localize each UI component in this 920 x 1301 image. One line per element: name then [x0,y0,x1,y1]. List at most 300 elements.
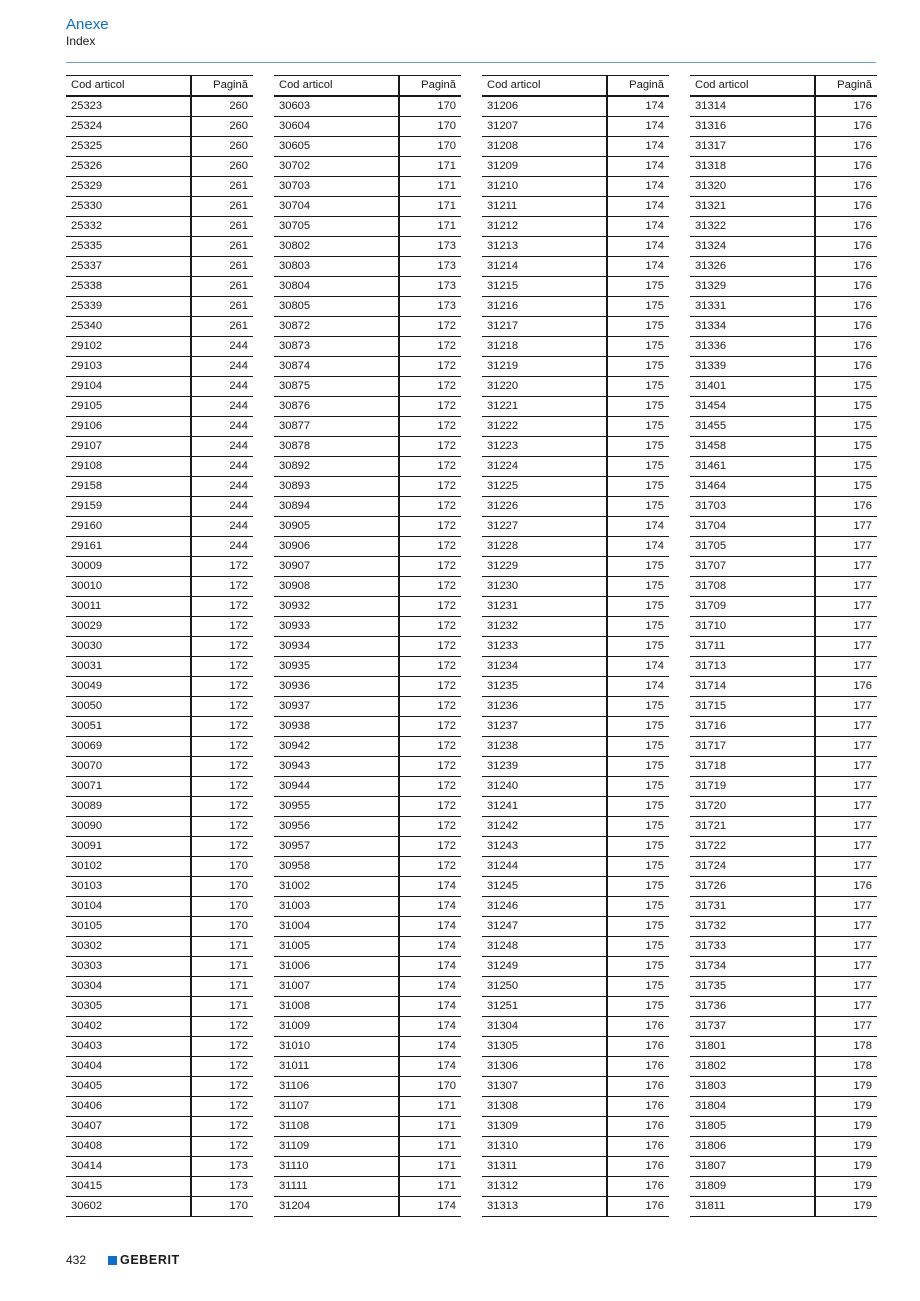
table-row [66,817,253,837]
page-ref: 175 [607,417,669,437]
article-code: 31232 [482,617,607,637]
page-ref: 172 [399,557,461,577]
table-row [274,777,461,797]
page-ref: 244 [191,377,253,397]
page-ref: 170 [191,1197,253,1217]
page-ref: 174 [607,96,669,117]
table-row [66,177,253,197]
table-row [66,1057,253,1077]
table-row [66,957,253,977]
article-code: 31704 [690,517,815,537]
article-code: 31206 [482,96,607,117]
article-code: 31218 [482,337,607,357]
table-row [274,757,461,777]
table-row [274,96,461,117]
article-code: 30893 [274,477,399,497]
page-ref: 175 [607,437,669,457]
page-ref: 175 [607,837,669,857]
article-code: 30303 [66,957,191,977]
page-ref: 172 [399,777,461,797]
table-row [690,997,877,1017]
table-row [690,657,877,677]
page-ref: 175 [607,597,669,617]
article-code: 25337 [66,257,191,277]
table-row [482,917,669,937]
table-row [274,237,461,257]
page-ref: 172 [191,837,253,857]
page-ref: 176 [815,277,877,297]
article-code: 30892 [274,457,399,477]
table-row [482,477,669,497]
page-ref: 175 [607,377,669,397]
table-row [66,357,253,377]
page-ref: 172 [399,737,461,757]
table-row [66,317,253,337]
page-ref: 176 [815,677,877,697]
article-code: 30934 [274,637,399,657]
page-ref: 178 [815,1037,877,1057]
page-ref: 244 [191,337,253,357]
article-code: 31455 [690,417,815,437]
table-row [274,1037,461,1057]
article-code: 30943 [274,757,399,777]
article-code: 31216 [482,297,607,317]
page-header [66,16,109,48]
article-code: 31007 [274,977,399,997]
article-code: 25332 [66,217,191,237]
page-ref: 179 [815,1117,877,1137]
page-ref: 172 [191,1137,253,1157]
article-code: 30050 [66,697,191,717]
page-ref: 173 [399,297,461,317]
table-row [690,757,877,777]
index-table-3 [482,75,669,1217]
article-code: 30049 [66,677,191,697]
page-ref: 174 [399,997,461,1017]
page-ref: 170 [191,877,253,897]
page-ref: 177 [815,857,877,877]
table-row [482,277,669,297]
page-ref: 177 [815,1017,877,1037]
article-code: 30302 [66,937,191,957]
article-code: 31736 [690,997,815,1017]
article-code: 30936 [274,677,399,697]
table-row [66,1117,253,1137]
table-row [690,357,877,377]
page-ref: 172 [399,337,461,357]
page-ref: 176 [815,337,877,357]
page-ref: 174 [607,137,669,157]
page-ref: 177 [815,517,877,537]
article-code: 30803 [274,257,399,277]
table-row [274,737,461,757]
article-code: 31339 [690,357,815,377]
table-row [690,297,877,317]
table-row [274,657,461,677]
article-code: 30702 [274,157,399,177]
table-row [482,317,669,337]
table-row [482,817,669,837]
table-row [482,397,669,417]
article-code: 29158 [66,477,191,497]
table-row [690,777,877,797]
page-ref: 172 [399,677,461,697]
page-ref: 176 [815,297,877,317]
table-row [66,277,253,297]
article-code: 31214 [482,257,607,277]
article-code: 30069 [66,737,191,757]
article-code: 31731 [690,897,815,917]
table-row [66,1137,253,1157]
article-code: 31334 [690,317,815,337]
table-row [66,1097,253,1117]
table-row [66,877,253,897]
table-row [690,457,877,477]
page-ref: 244 [191,437,253,457]
article-code: 30404 [66,1057,191,1077]
page-ref: 172 [191,757,253,777]
page-ref: 174 [607,537,669,557]
page-ref: 174 [399,897,461,917]
page-ref: 177 [815,597,877,617]
table-row [66,777,253,797]
article-code: 31250 [482,977,607,997]
article-code: 31703 [690,497,815,517]
table-row [690,917,877,937]
page-ref: 172 [191,737,253,757]
page-ref: 177 [815,797,877,817]
table-row [66,697,253,717]
article-code: 30305 [66,997,191,1017]
page-ref: 175 [607,777,669,797]
article-code: 30105 [66,917,191,937]
page-ref: 261 [191,277,253,297]
article-code: 30804 [274,277,399,297]
page-ref: 174 [607,677,669,697]
article-code: 31244 [482,857,607,877]
article-code: 31803 [690,1077,815,1097]
article-code: 31229 [482,557,607,577]
page-ref: 176 [815,217,877,237]
article-code: 31227 [482,517,607,537]
article-code: 25330 [66,197,191,217]
page-ref: 171 [399,177,461,197]
article-code: 31724 [690,857,815,877]
page-ref: 171 [399,217,461,237]
page-ref: 172 [399,517,461,537]
column-header-code: Cod articol [690,76,815,97]
page-ref: 171 [191,997,253,1017]
page-ref: 171 [399,157,461,177]
article-code: 25325 [66,137,191,157]
article-code: 31228 [482,537,607,557]
table-row [274,337,461,357]
article-code: 31464 [690,477,815,497]
article-code: 31238 [482,737,607,757]
table-row [66,417,253,437]
page-ref: 172 [399,417,461,437]
page-ref: 244 [191,397,253,417]
page-ref: 172 [191,1017,253,1037]
article-code: 30602 [66,1197,191,1217]
table-row [482,977,669,997]
article-code: 31243 [482,837,607,857]
page-ref: 175 [607,337,669,357]
page-ref: 174 [399,937,461,957]
article-code: 31008 [274,997,399,1017]
table-row [274,377,461,397]
article-code: 29159 [66,497,191,517]
article-code: 31011 [274,1057,399,1077]
article-code: 31317 [690,137,815,157]
page-ref: 173 [399,277,461,297]
article-code: 31310 [482,1137,607,1157]
article-code: 30408 [66,1137,191,1157]
page-ref: 179 [815,1137,877,1157]
article-code: 31806 [690,1137,815,1157]
table-row [690,1057,877,1077]
page-ref: 177 [815,577,877,597]
page-ref: 170 [399,117,461,137]
article-code: 30407 [66,1117,191,1137]
page-ref: 244 [191,517,253,537]
table-row [482,137,669,157]
article-code: 25335 [66,237,191,257]
table-row [690,957,877,977]
page-ref: 175 [607,457,669,477]
table-row [274,477,461,497]
page-ref: 260 [191,157,253,177]
article-code: 31713 [690,657,815,677]
page-ref: 170 [399,96,461,117]
article-code: 31710 [690,617,815,637]
article-code: 30051 [66,717,191,737]
page-ref: 172 [399,797,461,817]
article-code: 30089 [66,797,191,817]
table-row [690,1157,877,1177]
article-code: 31111 [274,1177,399,1197]
table-row [66,597,253,617]
article-code: 30802 [274,237,399,257]
page-ref: 170 [191,857,253,877]
table-row [66,557,253,577]
table-row [66,997,253,1017]
article-code: 31733 [690,937,815,957]
page-ref: 170 [191,917,253,937]
page-ref: 172 [399,537,461,557]
table-row [482,217,669,237]
page-ref: 174 [607,257,669,277]
table-row [482,457,669,477]
table-row [482,1177,669,1197]
table-row [690,337,877,357]
article-code: 31716 [690,717,815,737]
table-row [482,717,669,737]
table-row [690,517,877,537]
page-ref: 260 [191,137,253,157]
table-row [482,897,669,917]
page-ref: 176 [815,137,877,157]
page-ref: 175 [607,277,669,297]
article-code: 30705 [274,217,399,237]
table-row [690,577,877,597]
table-row [274,497,461,517]
page-ref: 175 [607,617,669,637]
page-ref: 177 [815,817,877,837]
article-code: 31719 [690,777,815,797]
page-ref: 175 [607,857,669,877]
table-row [66,457,253,477]
article-code: 29161 [66,537,191,557]
page-ref: 175 [607,797,669,817]
article-code: 30874 [274,357,399,377]
page-ref: 176 [607,1157,669,1177]
page-ref: 174 [607,217,669,237]
page-ref: 261 [191,197,253,217]
logo-text: GEBERIT [120,1253,180,1267]
table-row [274,917,461,937]
table-row [274,317,461,337]
table-row [66,797,253,817]
table-row [690,977,877,997]
article-code: 31715 [690,697,815,717]
article-code: 30090 [66,817,191,837]
table-row [482,597,669,617]
table-row [66,437,253,457]
table-row [690,937,877,957]
article-code: 31804 [690,1097,815,1117]
article-code: 31224 [482,457,607,477]
table-row [690,897,877,917]
page-ref: 172 [399,477,461,497]
article-code: 30873 [274,337,399,357]
page-ref: 175 [815,377,877,397]
page-ref: 174 [399,917,461,937]
table-row [482,96,669,117]
page-ref: 179 [815,1177,877,1197]
geberit-logo [108,1253,180,1267]
page-ref: 175 [607,477,669,497]
table-row [274,1177,461,1197]
article-code: 30876 [274,397,399,417]
article-code: 31245 [482,877,607,897]
column-header-code: Cod articol [66,76,191,97]
article-code: 31722 [690,837,815,857]
table-row [274,277,461,297]
article-code: 31307 [482,1077,607,1097]
article-code: 31235 [482,677,607,697]
article-code: 30805 [274,297,399,317]
table-row [690,477,877,497]
article-code: 25326 [66,157,191,177]
page-ref: 261 [191,257,253,277]
page-ref: 173 [399,237,461,257]
table-row [690,1197,877,1217]
page-ref: 175 [815,437,877,457]
table-row [274,897,461,917]
table-row [66,237,253,257]
page-number: 432 [66,1253,87,1267]
article-code: 31720 [690,797,815,817]
index-table-2 [274,75,461,1217]
table-row [482,957,669,977]
article-code: 31314 [690,96,815,117]
article-code: 31721 [690,817,815,837]
table-row [482,637,669,657]
article-code: 30406 [66,1097,191,1117]
table-row [66,497,253,517]
table-row [482,437,669,457]
table-row [690,537,877,557]
table-row [482,417,669,437]
page-ref: 175 [607,357,669,377]
table-row [690,1017,877,1037]
page-ref: 244 [191,457,253,477]
logo-square-icon [108,1256,117,1265]
article-code: 30403 [66,1037,191,1057]
table-row [274,577,461,597]
index-table-1 [66,75,253,1217]
table-row [274,1137,461,1157]
table-row [482,177,669,197]
table-row [690,1117,877,1137]
table-row [690,817,877,837]
article-code: 31230 [482,577,607,597]
page-ref: 173 [191,1177,253,1197]
article-code: 31221 [482,397,607,417]
article-code: 30907 [274,557,399,577]
page-ref: 172 [399,577,461,597]
table-row [690,217,877,237]
table-row [274,457,461,477]
table-row [66,657,253,677]
article-code: 31212 [482,217,607,237]
article-code: 31718 [690,757,815,777]
table-row [66,977,253,997]
article-code: 31237 [482,717,607,737]
page-ref: 244 [191,537,253,557]
page-ref: 176 [607,1137,669,1157]
page-ref: 172 [399,357,461,377]
table-row [66,257,253,277]
page-ref: 172 [191,1097,253,1117]
table-row [690,677,877,697]
article-code: 30011 [66,597,191,617]
table-row [66,1077,253,1097]
table-row [274,397,461,417]
table-row [66,477,253,497]
page-ref: 174 [399,1057,461,1077]
header-divider [66,62,876,63]
table-row [482,1077,669,1097]
article-code: 31329 [690,277,815,297]
table-row [66,517,253,537]
table-row [690,177,877,197]
article-code: 29103 [66,357,191,377]
page-ref: 179 [815,1157,877,1177]
article-code: 31309 [482,1117,607,1137]
article-code: 25338 [66,277,191,297]
page-ref: 172 [399,397,461,417]
page-ref: 175 [607,997,669,1017]
table-row [274,417,461,437]
table-row [66,197,253,217]
article-code: 31006 [274,957,399,977]
page-ref: 175 [607,757,669,777]
article-code: 31807 [690,1157,815,1177]
article-code: 31313 [482,1197,607,1217]
table-row [274,1197,461,1217]
